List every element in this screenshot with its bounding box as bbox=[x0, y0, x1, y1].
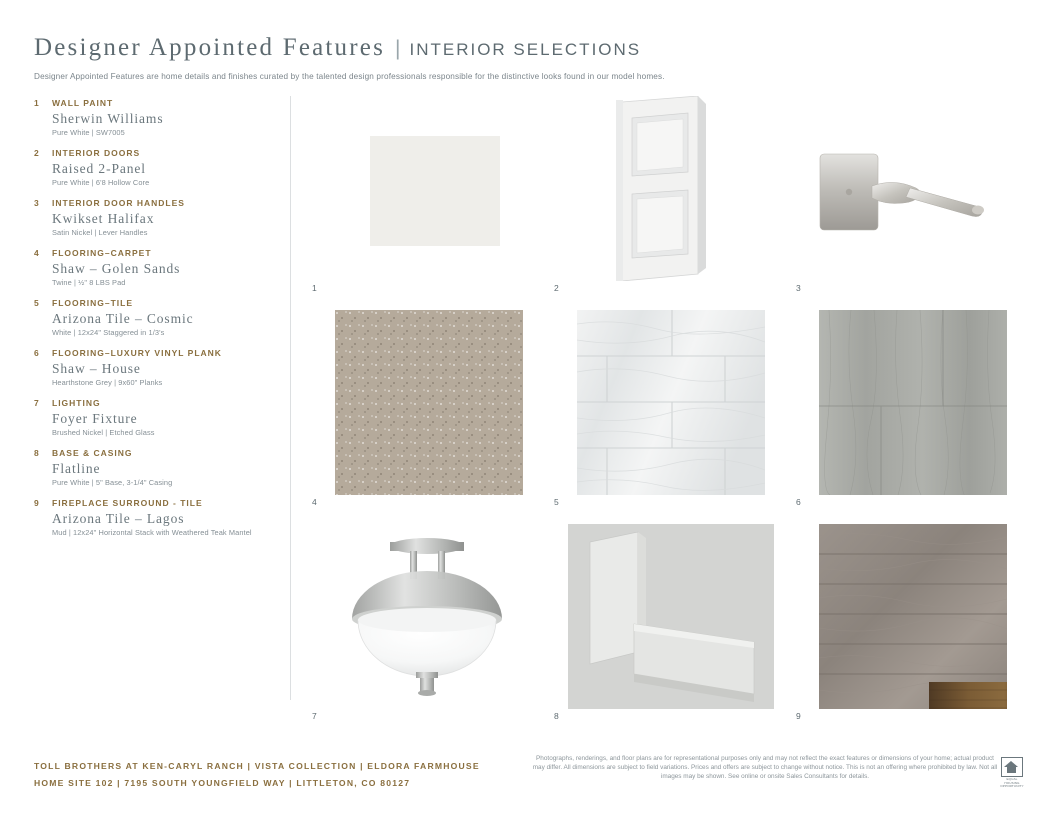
item-description: White | 12x24" Staggered in 1/3's bbox=[52, 328, 165, 337]
page-header bbox=[34, 34, 1024, 81]
equal-housing-icon bbox=[1001, 757, 1023, 777]
page-title bbox=[34, 34, 1024, 62]
foyer-light-fixture bbox=[312, 524, 542, 709]
list-item bbox=[34, 497, 282, 539]
footer-line-2: HOME SITE 102 | 7195 SOUTH YOUNGFIELD WAY | LITTLETON, CO 80127 bbox=[34, 778, 411, 788]
page-title-sub: INTERIOR SELECTIONS bbox=[409, 40, 642, 59]
figure-number: 1 bbox=[312, 283, 317, 293]
figure-number: 5 bbox=[554, 497, 559, 507]
item-name: Raised 2-Panel bbox=[52, 161, 146, 176]
item-number: 8 bbox=[34, 448, 40, 458]
paint-swatch-white bbox=[370, 136, 500, 246]
figure-cell-2 bbox=[554, 96, 784, 291]
item-name: Sherwin Williams bbox=[52, 111, 164, 126]
item-name: Arizona Tile – Lagos bbox=[52, 511, 185, 526]
item-number: 1 bbox=[34, 98, 40, 108]
item-name: Arizona Tile – Cosmic bbox=[52, 311, 194, 326]
figure-number: 4 bbox=[312, 497, 317, 507]
figure-number: 8 bbox=[554, 711, 559, 721]
vertical-divider bbox=[290, 96, 291, 700]
figure-cell-9 bbox=[796, 524, 1026, 719]
list-item bbox=[34, 97, 282, 139]
page-subtitle: Designer Appointed Features are home details and finishes curated by the talented design professionals responsible for the distinctive looks found in our model homes. bbox=[34, 72, 665, 81]
figure-cell-7 bbox=[312, 524, 542, 719]
item-description: Pure White | 5" Base, 3-1/4" Casing bbox=[52, 478, 173, 487]
figure-number: 3 bbox=[796, 283, 801, 293]
equal-housing-label: EQUAL HOUSING OPPORTUNITY bbox=[1000, 777, 1024, 789]
list-item bbox=[34, 447, 282, 489]
item-description: Pure White | SW7005 bbox=[52, 128, 125, 137]
list-item bbox=[34, 247, 282, 289]
item-number: 6 bbox=[34, 348, 40, 358]
figure-number: 2 bbox=[554, 283, 559, 293]
title-separator: | bbox=[395, 37, 401, 60]
item-category: BASE & CASING bbox=[52, 448, 133, 458]
page-title-main: Designer Appointed Features bbox=[34, 34, 386, 61]
list-item bbox=[34, 397, 282, 439]
item-category: FIREPLACE SURROUND - TILE bbox=[52, 498, 203, 508]
figure-number: 7 bbox=[312, 711, 317, 721]
equal-housing-logo bbox=[999, 757, 1025, 789]
fireplace-tile-lagos-mud bbox=[819, 524, 1007, 709]
item-description: Twine | ½" 8 LBS Pad bbox=[52, 278, 126, 287]
list-item bbox=[34, 147, 282, 189]
item-description: Hearthstone Grey | 9x60" Planks bbox=[52, 378, 163, 387]
item-number: 7 bbox=[34, 398, 40, 408]
list-item bbox=[34, 297, 282, 339]
item-category: FLOORING–LUXURY VINYL PLANK bbox=[52, 348, 222, 358]
figure-cell-8 bbox=[554, 524, 784, 719]
item-description: Pure White | 6'8 Hollow Core bbox=[52, 178, 150, 187]
interior-door-raised-2-panel bbox=[616, 96, 714, 281]
figure-number: 9 bbox=[796, 711, 801, 721]
item-category: WALL PAINT bbox=[52, 98, 114, 108]
item-number: 4 bbox=[34, 248, 40, 258]
figure-cell-5 bbox=[554, 310, 784, 505]
item-description: Brushed Nickel | Etched Glass bbox=[52, 428, 155, 437]
item-number: 3 bbox=[34, 198, 40, 208]
figure-cell-1 bbox=[312, 96, 542, 291]
lvp-swatch-hearthstone-grey bbox=[819, 310, 1007, 495]
figure-cell-6 bbox=[796, 310, 1026, 505]
item-category: LIGHTING bbox=[52, 398, 101, 408]
list-item bbox=[34, 197, 282, 239]
item-category: INTERIOR DOOR HANDLES bbox=[52, 198, 185, 208]
base-and-casing-profile bbox=[568, 524, 774, 709]
item-name: Shaw – House bbox=[52, 361, 141, 376]
item-category: FLOORING–CARPET bbox=[52, 248, 152, 258]
item-number: 2 bbox=[34, 148, 40, 158]
tile-swatch-cosmic-white bbox=[577, 310, 765, 495]
item-description: Mud | 12x24" Horizontal Stack with Weathered Teak Mantel bbox=[52, 528, 252, 537]
item-category: FLOORING–TILE bbox=[52, 298, 133, 308]
item-category: INTERIOR DOORS bbox=[52, 148, 141, 158]
item-name: Foyer Fixture bbox=[52, 411, 138, 426]
item-name: Shaw – Golen Sands bbox=[52, 261, 181, 276]
item-description: Satin Nickel | Lever Handles bbox=[52, 228, 148, 237]
figure-cell-4 bbox=[312, 310, 542, 505]
carpet-swatch-golden-sands bbox=[335, 310, 523, 495]
door-handle-lever-satin-nickel bbox=[814, 146, 1004, 246]
figure-cell-3 bbox=[796, 96, 1026, 291]
list-item bbox=[34, 347, 282, 389]
item-name: Flatline bbox=[52, 461, 101, 476]
footer-line-1: TOLL BROTHERS AT KEN-CARYL RANCH | VISTA COLLECTION | ELDORA FARMHOUSE bbox=[34, 761, 480, 771]
item-number: 5 bbox=[34, 298, 40, 308]
item-name: Kwikset Halifax bbox=[52, 211, 155, 226]
figure-number: 6 bbox=[796, 497, 801, 507]
footer-community-info bbox=[34, 758, 480, 792]
selections-list bbox=[34, 97, 282, 547]
footer-disclaimer: Photographs, renderings, and floor plans are for representational purposes only and may not reflect the exact features or dimensions of your home; actual product may differ. All dimensions are subject to field variations. Prices and offers are subject to change without notice. This is not an offering where prohibited by law. Not all images may be shown. See online or onsite Sales Consultants for details. bbox=[532, 755, 998, 781]
item-number: 9 bbox=[34, 498, 40, 508]
